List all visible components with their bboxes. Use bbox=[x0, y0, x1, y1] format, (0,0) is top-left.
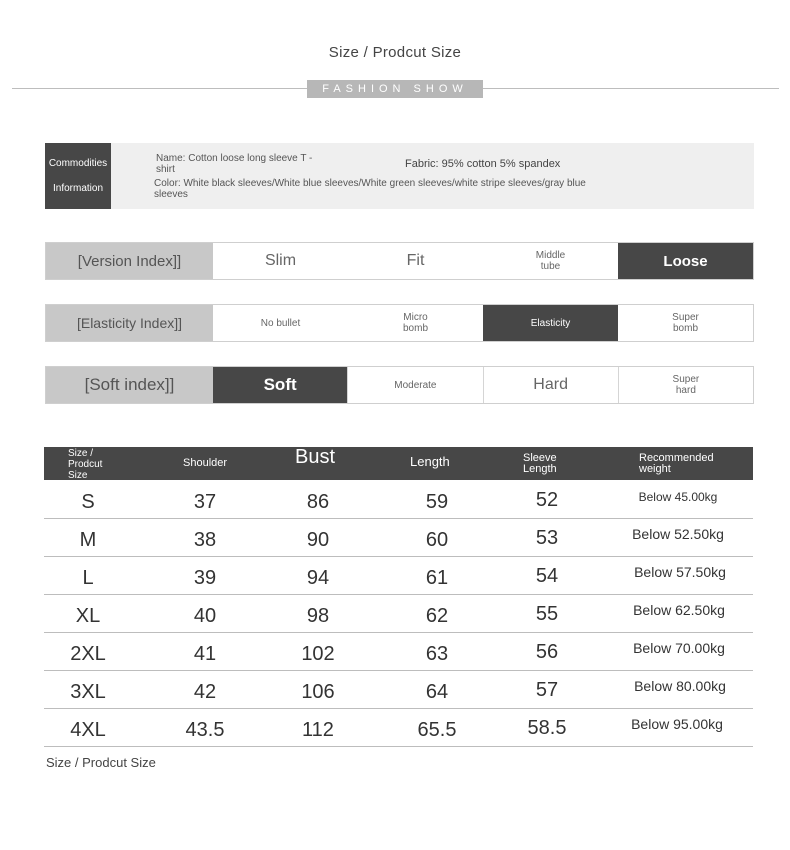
cell-weight: Below 57.50kg bbox=[634, 564, 726, 580]
cell-length: 65.5 bbox=[417, 719, 457, 741]
footer-caption: Size / Prodcut Size bbox=[46, 755, 156, 770]
product-name: Name: Cotton loose long sleeve T -shirt bbox=[156, 153, 313, 175]
cell-sleeve: 54 bbox=[535, 565, 559, 587]
cell-bust: 106 bbox=[301, 681, 335, 703]
table-row bbox=[44, 709, 753, 747]
table-row bbox=[44, 557, 753, 595]
table-row bbox=[44, 633, 753, 671]
elasticity-option-super-bomb bbox=[618, 305, 753, 341]
soft-index-row bbox=[45, 366, 754, 404]
cell-size: 2XL bbox=[70, 643, 106, 665]
cell-weight: Below 70.00kg bbox=[633, 640, 725, 656]
cell-sleeve: 53 bbox=[535, 527, 559, 549]
header-recommended-weight: Recommended weight bbox=[639, 452, 714, 475]
table-row bbox=[44, 595, 753, 633]
header-sleeve-length: Sleeve Length bbox=[523, 452, 557, 475]
micro-bomb-text: Micro bomb bbox=[402, 312, 428, 334]
cell-length: 60 bbox=[425, 529, 449, 551]
cell-size: S bbox=[81, 491, 95, 513]
info-label-line1: Commodities bbox=[48, 158, 108, 169]
cell-weight: Below 80.00kg bbox=[634, 678, 726, 694]
cell-sleeve: 57 bbox=[535, 679, 559, 701]
cell-length: 59 bbox=[425, 491, 449, 513]
cell-weight: Below 95.00kg bbox=[631, 716, 723, 732]
table-row bbox=[44, 671, 753, 709]
version-option-slim: Slim bbox=[264, 252, 297, 269]
soft-option-soft-selected: Soft bbox=[213, 367, 348, 403]
page-title: Size / Prodcut Size bbox=[328, 44, 462, 61]
version-index-row bbox=[45, 242, 754, 280]
soft-option-hard: Hard bbox=[484, 367, 619, 403]
header-shoulder: Shoulder bbox=[183, 457, 228, 469]
elasticity-index-row bbox=[45, 304, 754, 342]
commodities-info-label bbox=[45, 143, 111, 209]
cell-size: 4XL bbox=[70, 719, 106, 741]
elasticity-option-elasticity-selected: Elasticity bbox=[483, 305, 618, 341]
super-bomb-text: Super bomb bbox=[672, 312, 699, 334]
cell-sleeve: 58.5 bbox=[527, 717, 567, 739]
cell-weight: Below 62.50kg bbox=[633, 602, 725, 618]
cell-bust: 90 bbox=[306, 529, 330, 551]
info-label-line2: Information bbox=[52, 183, 104, 194]
header-size: Size / Prodcut Size bbox=[68, 448, 103, 481]
cell-length: 64 bbox=[425, 681, 449, 703]
elasticity-index-label: [Elasticity Index]] bbox=[46, 305, 213, 341]
cell-size: M bbox=[79, 529, 97, 551]
cell-sleeve: 52 bbox=[535, 489, 559, 511]
cell-shoulder: 38 bbox=[193, 529, 217, 551]
cell-sleeve: 55 bbox=[535, 603, 559, 625]
elasticity-option-micro-bomb bbox=[348, 305, 483, 341]
header-bust: Bust bbox=[295, 446, 336, 468]
product-fabric: Fabric: 95% cotton 5% spandex bbox=[405, 158, 561, 170]
version-option-fit: Fit bbox=[406, 252, 425, 269]
cell-shoulder: 43.5 bbox=[185, 719, 225, 741]
cell-shoulder: 41 bbox=[193, 643, 217, 665]
elasticity-option-no-bullet: No bullet bbox=[260, 317, 301, 329]
soft-index-label: [Soft index]] bbox=[46, 367, 213, 403]
cell-shoulder: 40 bbox=[193, 605, 217, 627]
product-colors: Color: White black sleeves/White blue sleeves/White green sleeves/white stripe sleeves/gray blue sleeves bbox=[154, 178, 586, 200]
super-hard-text: Super hard bbox=[672, 374, 700, 396]
cell-bust: 98 bbox=[306, 605, 330, 627]
fashion-show-banner: FASHION SHOW bbox=[307, 80, 483, 98]
cell-weight: Below 45.00kg bbox=[638, 490, 718, 504]
cell-size: 3XL bbox=[70, 681, 106, 703]
cell-weight: Below 52.50kg bbox=[632, 526, 724, 542]
cell-bust: 112 bbox=[302, 719, 334, 741]
cell-shoulder: 37 bbox=[193, 491, 217, 513]
cell-length: 61 bbox=[425, 567, 449, 589]
version-index-label: [Version Index]] bbox=[46, 243, 213, 279]
table-row bbox=[44, 519, 753, 557]
cell-bust: 86 bbox=[306, 491, 330, 513]
cell-bust: 94 bbox=[306, 567, 330, 589]
cell-length: 63 bbox=[425, 643, 449, 665]
cell-size: L bbox=[82, 567, 94, 589]
size-table-header bbox=[44, 447, 753, 480]
version-option-middle-tube bbox=[483, 243, 618, 279]
version-option-loose-selected: Loose bbox=[618, 243, 753, 279]
cell-sleeve: 56 bbox=[535, 641, 559, 663]
soft-option-super-hard bbox=[619, 367, 753, 403]
cell-length: 62 bbox=[425, 605, 449, 627]
header-length: Length bbox=[410, 454, 450, 469]
cell-bust: 102 bbox=[301, 643, 335, 665]
soft-option-moderate: Moderate bbox=[348, 367, 483, 403]
cell-shoulder: 42 bbox=[193, 681, 217, 703]
cell-size: XL bbox=[75, 605, 101, 627]
table-row bbox=[44, 481, 753, 519]
cell-shoulder: 39 bbox=[193, 567, 217, 589]
middle-tube-text: Middle tube bbox=[535, 250, 566, 272]
